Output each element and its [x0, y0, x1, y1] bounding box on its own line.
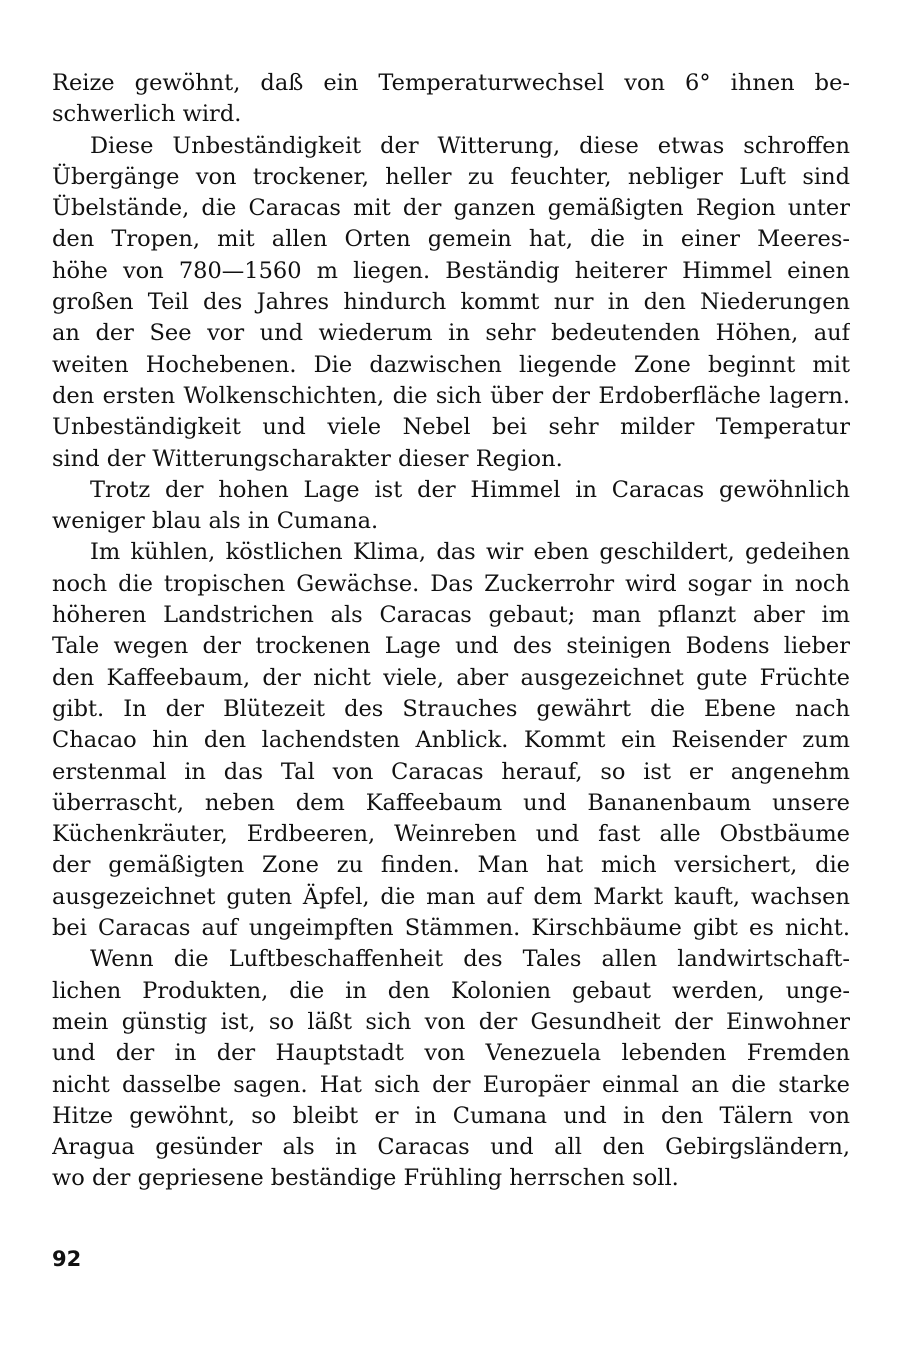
text-line: überrascht, neben dem Kaffeebaum und Bananenbaum unsere — [52, 789, 850, 816]
text-line: ausgezeichnet guten Äpfel, die man auf dem Markt kauft, wachsen — [52, 883, 850, 910]
text-line: wo der gepriesene beständige Frühling herrschen soll. — [52, 1165, 679, 1192]
text-line: den Kaffeebaum, der nicht viele, aber ausgezeichnet gute Früchte — [52, 664, 850, 691]
text-line: Trotz der hohen Lage ist der Himmel in Caracas gewöhnlich — [90, 476, 850, 503]
text-line: Unbeständigkeit und viele Nebel bei sehr milder Temperatur — [52, 414, 850, 441]
text-line: weniger blau als in Cumana. — [52, 508, 379, 535]
text-line: bei Caracas auf ungeimpften Stämmen. Kirschbäume gibt es nicht. — [52, 915, 850, 942]
text-line: höhe von 780—1560 m liegen. Beständig heiterer Himmel einen — [52, 257, 850, 284]
text-line: erstenmal in das Tal von Caracas herauf, so ist er angenehm — [52, 758, 850, 785]
text-line: Übelstände, die Caracas mit der ganzen gemäßigten Region unter — [52, 195, 850, 222]
text-line: den Tropen, mit allen Orten gemein hat, die in einer Meeres- — [52, 226, 850, 253]
text-line: Küchenkräuter, Erdbeeren, Weinreben und fast alle Obstbäume — [52, 821, 850, 848]
text-line: Wenn die Luftbeschaffenheit des Tales allen landwirtschaft- — [90, 946, 850, 973]
text-line: höheren Landstrichen als Caracas gebaut; man pflanzt aber im — [52, 602, 850, 629]
text-line: großen Teil des Jahres hindurch kommt nur in den Niederungen — [52, 289, 850, 316]
text-line: Reize gewöhnt, daß ein Temperaturwechsel von 6° ihnen be- — [52, 70, 850, 96]
text-line: und der in der Hauptstadt von Venezuela lebenden Fremden — [52, 1040, 850, 1067]
text-line: lichen Produkten, die in den Kolonien gebaut werden, unge- — [52, 977, 850, 1004]
text-line: Chacao hin den lachendsten Anblick. Kommt ein Reisender zum — [52, 727, 850, 754]
text-line: weiten Hochebenen. Die dazwischen liegende Zone beginnt mit — [52, 351, 850, 378]
text-line: Diese Unbeständigkeit der Witterung, diese etwas schroffen — [90, 132, 850, 159]
text-line: den ersten Wolkenschichten, die sich über der Erdoberfläche lagern. — [52, 382, 850, 409]
text-line: Hitze gewöhnt, so bleibt er in Cumana und in den Tälern von — [52, 1102, 850, 1129]
text-line: an der See vor und wiederum in sehr bedeutenden Höhen, auf — [52, 320, 850, 347]
text-line: gibt. In der Blütezeit des Strauches gewährt die Ebene nach — [52, 695, 850, 722]
text-line: Übergänge von trockener, heller zu feuchter, nebliger Luft sind — [52, 163, 850, 190]
text-line: schwerlich wird. — [52, 101, 242, 128]
body-text — [52, 68, 850, 1195]
text-line: der gemäßigten Zone zu finden. Man hat mich versichert, die — [52, 852, 850, 879]
text-line: Tale wegen der trockenen Lage und des steinigen Bodens lieber — [52, 633, 850, 660]
text-line: Im kühlen, köstlichen Klima, das wir eben geschildert, gedeihen — [90, 539, 850, 566]
text-line: noch die tropischen Gewächse. Das Zuckerrohr wird sogar in noch — [52, 570, 850, 597]
text-line: mein günstig ist, so läßt sich von der Gesundheit der Einwohner — [52, 1008, 850, 1035]
text-line: nicht dasselbe sagen. Hat sich der Europäer einmal an die starke — [52, 1071, 850, 1098]
text-line: sind der Witterungscharakter dieser Region. — [52, 445, 563, 472]
page-number: 92 — [52, 1247, 82, 1271]
text-line: Aragua gesünder als in Caracas und all den Gebirgsländern, — [52, 1134, 850, 1161]
